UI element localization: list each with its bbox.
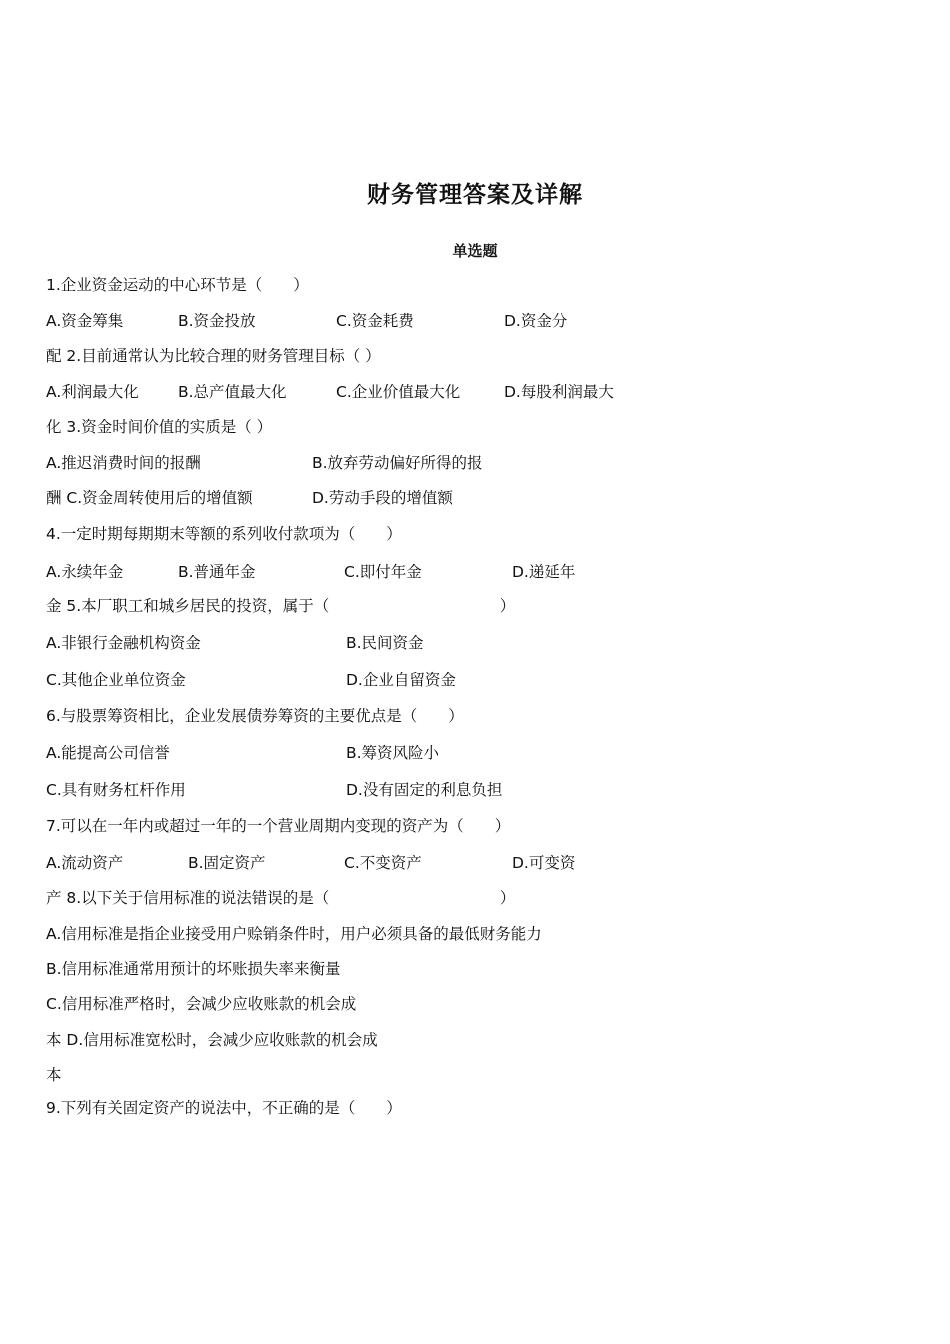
question-9: 9.下列有关固定资产的说法中，不正确的是（ ） (46, 1099, 402, 1117)
question-5-options-row-1 (46, 631, 906, 653)
question-5: 金 5.本厂职工和城乡居民的投资，属于（ ） (46, 597, 516, 615)
option-a: A.利润最大化 (46, 383, 139, 401)
option-a: A.能提高公司信誉 (46, 744, 170, 762)
option-a: A.永续年金 (46, 563, 124, 581)
question-2: 配 2.目前通常认为比较合理的财务管理目标（ ） (46, 347, 381, 365)
question-7-options (46, 851, 906, 873)
option-c: C.资金耗费 (336, 312, 414, 330)
question-4-options (46, 560, 906, 582)
option-d: D.企业自留资金 (346, 671, 456, 689)
option-a: A.资金筹集 (46, 312, 124, 330)
option-b: B.信用标准通常用预计的坏账损失率来衡量 (46, 960, 341, 978)
option-b: B.总产值最大化 (178, 383, 287, 401)
section-heading: 单选题 (452, 242, 498, 260)
question-3-options-row-2 (46, 486, 906, 508)
option-a: A.推迟消费时间的报酬 (46, 454, 201, 472)
question-7: 7.可以在一年内或超过一年的一个营业周期内变现的资产为（ ） (46, 817, 511, 835)
option-b: B.筹资风险小 (346, 744, 440, 762)
question-5-options-row-2 (46, 668, 906, 690)
option-c: C.信用标准严格时，会减少应收账款的机会成 (46, 995, 357, 1013)
question-6-options-row-2 (46, 778, 906, 800)
question-1: 1.企业资金运动的中心环节是（ ） (46, 276, 309, 294)
option-d: 本 D.信用标准宽松时，会减少应收账款的机会成 (46, 1031, 378, 1049)
option-c: C.不变资产 (344, 854, 422, 872)
option-d: D.递延年 (512, 563, 576, 581)
option-c: 酬 C.资金周转使用后的增值额 (46, 489, 253, 507)
document-title: 财务管理答案及详解 (367, 182, 583, 208)
question-6-options-row-1 (46, 741, 906, 763)
option-b: B.资金投放 (178, 312, 256, 330)
option-c: C.企业价值最大化 (336, 383, 461, 401)
option-c: C.其他企业单位资金 (46, 671, 186, 689)
option-b: B.民间资金 (346, 634, 424, 652)
question-3: 化 3.资金时间价值的实质是（ ） (46, 418, 273, 436)
option-d: D.劳动手段的增值额 (312, 489, 453, 507)
option-b: B.普通年金 (178, 563, 256, 581)
question-1-options (46, 309, 906, 331)
option-d: D.可变资 (512, 854, 576, 872)
option-d: D.没有固定的利息负担 (346, 781, 503, 799)
option-b: B.固定资产 (188, 854, 266, 872)
option-b: B.放弃劳动偏好所得的报 (312, 454, 483, 472)
question-4: 4.一定时期每期期末等额的系列收付款项为（ ） (46, 525, 402, 543)
option-a: A.流动资产 (46, 854, 124, 872)
option-d: D.资金分 (504, 312, 568, 330)
option-d: D.每股利润最大 (504, 383, 614, 401)
option-a: A.信用标准是指企业接受用户赊销条件时，用户必须具备的最低财务能力 (46, 925, 542, 943)
option-d-continuation: 本 (46, 1066, 62, 1084)
option-c: C.具有财务杠杆作用 (46, 781, 186, 799)
question-3-options-row-1 (46, 451, 906, 473)
option-a: A.非银行金融机构资金 (46, 634, 201, 652)
question-6: 6.与股票筹资相比，企业发展债券筹资的主要优点是（ ） (46, 707, 464, 725)
option-c: C.即付年金 (344, 563, 422, 581)
question-8: 产 8.以下关于信用标准的说法错误的是（ ） (46, 889, 516, 907)
question-2-options (46, 380, 906, 402)
